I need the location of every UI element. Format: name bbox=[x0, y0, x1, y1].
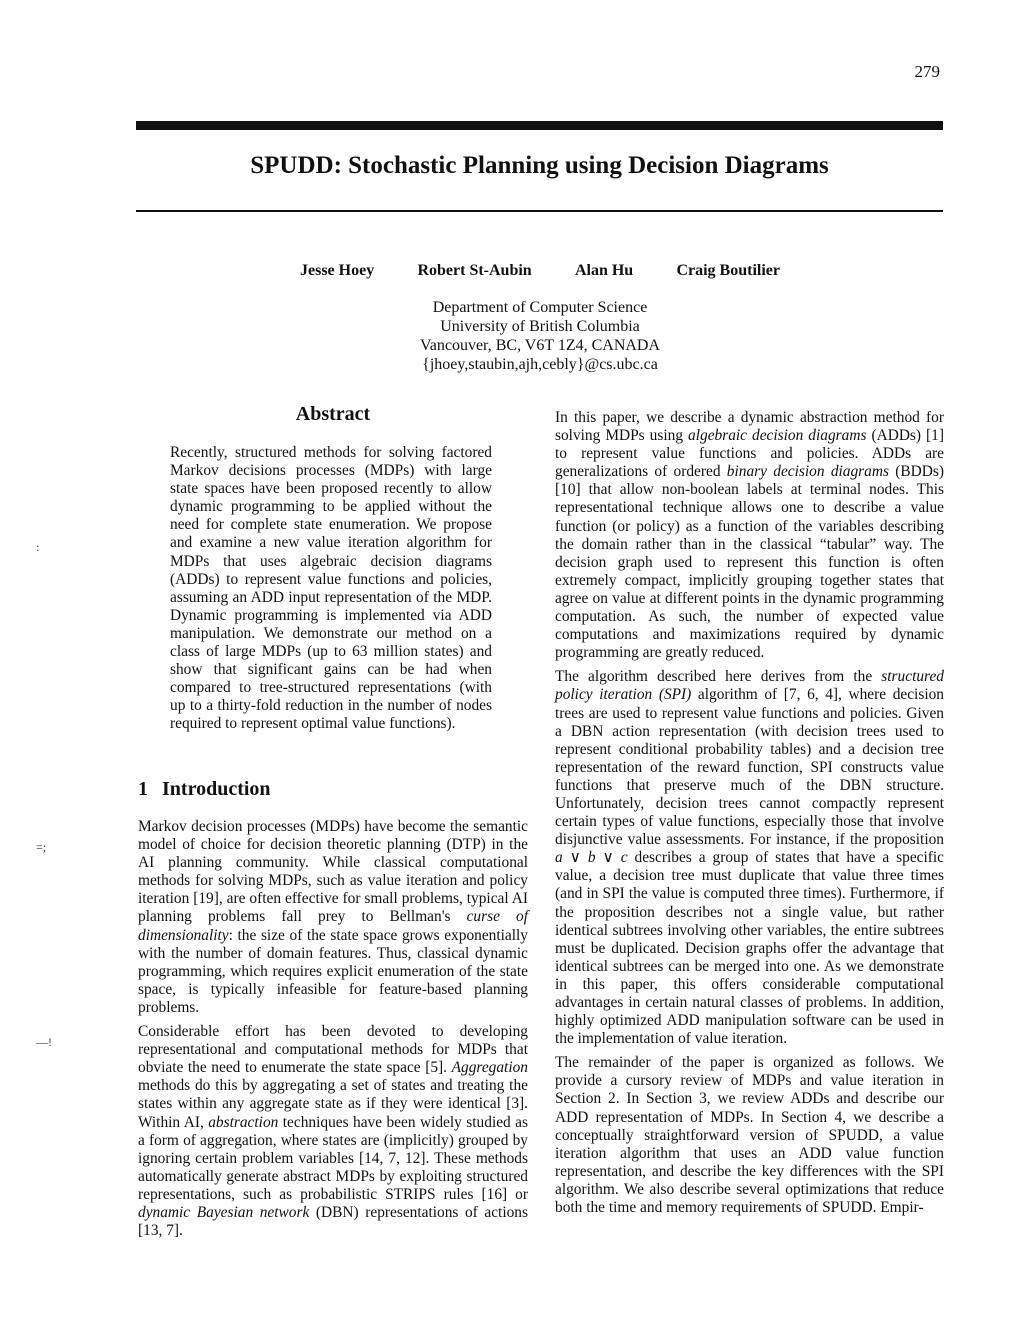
author-name: Alan Hu bbox=[574, 262, 634, 279]
section-title: Introduction bbox=[162, 778, 271, 800]
body-paragraph: In this paper, we describe a dynamic abstraction method for solving MDPs using algebraic decision diagrams (ADDs) [1] to represent value functions and policies. ADDs are generalizations of ordered binary decision diagrams (BDDs) [10] that allow non-boolean labels at terminal nodes. This representational technique allows one to describe a value function (or policy) as a function of the variables describing the domain rather than in the classical “tabular” way. The decision graph used to represent this function is often extremely compact, implicitly grouping together states that agree on value at different points in the dynamic programming computation. As such, the number of expected value computations and maximizations required by dynamic programming are greatly reduced. bbox=[555, 409, 944, 662]
author-list bbox=[300, 262, 780, 280]
body-paragraph: The algorithm described here derives from the structured policy iteration (SPI) algorithm of [7, 6, 4], where decision trees are used to represent value functions and policies. Given a DBN action representation (with decision trees used to represent conditional probability tables) and a decision tree representation of the reward function, SPI constructs value functions that preserve much of the DBN structure. Unfortunately, decision trees cannot compactly represent certain types of value functions, especially those that involve disjunctive value assessments. For instance, if the proposition a ∨ b ∨ c describes a group of states that have a specific value, a decision tree must duplicate that value three times (and in SPI the value is computed three times). Furthermore, if the proposition describes not a single value, but rather identical subtrees involving other variables, the entire subtrees must be duplicated. Decision graphs offer the advantage that identical subtrees can be merged into one. As we demonstrate in this paper, this offers considerable computational advantages in certain natural classes of problems. In addition, highly optimized ADD manipulation software can be used in the implementation of value iteration. bbox=[555, 668, 944, 1048]
section-number: 1 bbox=[138, 778, 148, 800]
right-column-body bbox=[555, 409, 944, 1223]
intro-paragraph: Markov decision processes (MDPs) have become the semantic model of choice for decision theoretic planning (DTP) in the AI planning community. While classical computational methods for solving MDPs, such as value iteration and policy iteration [19], are often effective for small problems, typical AI planning problems fall prey to Bellman's curse of dimensionality: the size of the state space grows exponentially with the number of domain features. Thus, classical dynamic programming, which requires explicit enumeration of the state space, is typically infeasible for feature-based planning problems. bbox=[138, 818, 529, 1016]
body-paragraph: The remainder of the paper is organized as follows. We provide a cursory review of MDPs and value iteration in Section 2. In Section 3, we review ADDs and describe our ADD representation of MDPs. In Section 4, we describe a conceptually straightforward version of SPUDD, a value iteration algorithm that uses an ADD value function representation, and describe the key differences with the SPI algorithm. We also describe several optimizations that reduce both the time and memory requirements of SPUDD. Empir- bbox=[555, 1054, 944, 1217]
affiliation-email: {jhoey,staubin,ajh,cebly}@cs.ubc.ca bbox=[422, 356, 658, 373]
margin-mark: =; bbox=[36, 840, 47, 854]
affiliation-department: Department of Computer Science bbox=[432, 299, 648, 316]
author-name: Robert St-Aubin bbox=[417, 262, 532, 279]
affiliation-address: Vancouver, BC, V6T 1Z4, CANADA bbox=[419, 337, 661, 354]
margin-mark: : bbox=[36, 540, 40, 554]
math-expression: a ∨ b ∨ c bbox=[555, 849, 628, 867]
page-number: 279 bbox=[914, 62, 940, 81]
title-top-rule bbox=[136, 121, 943, 130]
paper-title: SPUDD: Stochastic Planning using Decision Diagrams bbox=[250, 152, 829, 179]
abstract-body: Recently, structured methods for solving factored Markov decisions processes (MDPs) with large state spaces have been proposed recently to allow dynamic programming to be applied without the need for complete state enumeration. We propose and examine a new value iteration algorithm for MDPs that uses algebraic decision diagrams (ADDs) to represent value functions and policies, assuming an ADD input representation of the MDP. Dynamic programming is implemented via ADD manipulation. We demonstrate our method on a class of large MDPs (up to 63 million states) and show that significant gains can be had when compared to tree-structured representations (with up to a thirty-fold reduction in the number of nodes required to represent optimal value functions). bbox=[170, 444, 492, 733]
section-heading-introduction bbox=[138, 778, 271, 801]
introduction-body bbox=[138, 818, 528, 1246]
abstract-heading: Abstract bbox=[295, 403, 371, 425]
author-name: Craig Boutilier bbox=[676, 262, 780, 279]
affiliation-university: University of British Columbia bbox=[440, 318, 640, 335]
intro-paragraph: Considerable effort has been devoted to developing representational and computational methods for MDPs that obviate the need to enumerate the state space [5]. Aggregation methods do this by aggregating a set of states and treating the states within any aggregate state as if they were identical [3]. Within AI, abstraction techniques have been widely studied as a form of aggregation, where states are (implicitly) grouped by ignoring certain problem variables [14, 7, 12]. These methods automatically generate abstract MDPs by exploiting structured representations, such as probabilistic STRIPS rules [16] or dynamic Bayesian network (DBN) representations of actions [13, 7]. bbox=[138, 1023, 528, 1240]
affiliation-block bbox=[300, 298, 780, 374]
author-name: Jesse Hoey bbox=[300, 262, 375, 279]
title-bottom-rule bbox=[136, 210, 943, 212]
margin-mark: —! bbox=[36, 1035, 52, 1049]
